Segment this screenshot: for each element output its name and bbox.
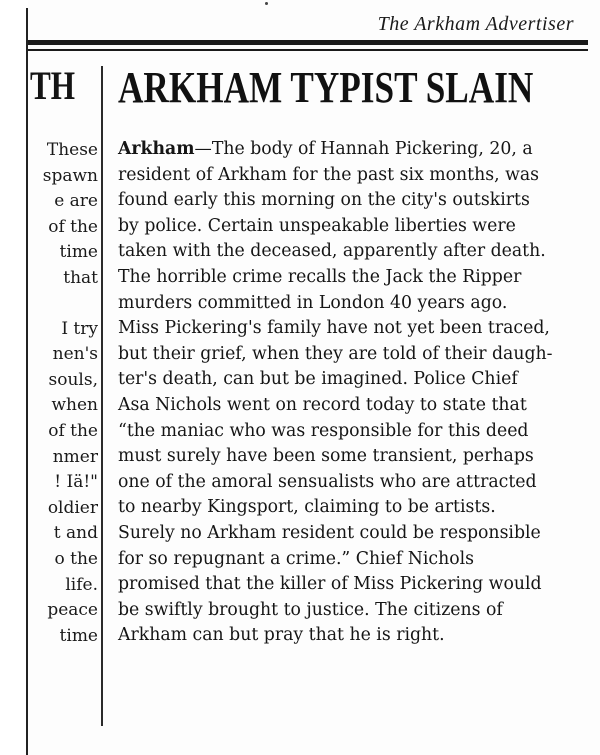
article-line: Asa Nichols went on record today to state that [118, 394, 527, 415]
left-column-line: o the [54, 548, 98, 569]
left-column-line: of the [48, 420, 98, 441]
left-column-line: These [46, 140, 98, 160]
left-column-line: when [51, 395, 98, 416]
left-column-line: that [63, 267, 98, 288]
left-column-line: time [59, 242, 98, 263]
masthead-rule-thin [28, 49, 588, 51]
article-line: promised that the killer of Miss Pickering would [118, 574, 542, 595]
article-headline: ARKHAM TYPIST SLAIN [118, 63, 534, 112]
left-column-text [30, 138, 98, 649]
article-line: for so repugnant a crime.” Chief Nichols [118, 548, 475, 569]
left-column-line: time [59, 625, 98, 646]
article-line: Arkham can but pray that he is right. [118, 625, 445, 646]
article-line: The horrible crime recalls the Jack the Ripper [118, 266, 522, 287]
clipping-left-edge [26, 8, 28, 755]
left-column-headline: TH [30, 63, 76, 108]
left-column-line: peace [47, 600, 98, 621]
article-line: Miss Pickering's family have not yet been traced, [118, 318, 550, 339]
left-column-line: spawn [42, 165, 98, 186]
article-line: found early this morning on the city's outskirts [118, 190, 530, 211]
article-line: taken with the deceased, apparently after death. [118, 241, 546, 262]
left-column-line: t and [53, 523, 98, 544]
left-column-line: nen's [52, 344, 98, 365]
article-line: one of the amoral sensualists who are attracted [118, 471, 537, 492]
article-line: by police. Certain unspeakable liberties were [118, 215, 516, 236]
masthead: The Arkham Advertiser [377, 13, 574, 35]
article-body [118, 137, 568, 649]
masthead-rule-thick [28, 40, 588, 45]
article-dateline: Arkham [118, 139, 195, 159]
left-column-line: life. [65, 574, 98, 595]
paragraph-gap [30, 292, 98, 317]
article-line: Surely no Arkham resident could be responsible [118, 522, 541, 543]
article-line: but their grief, when they are told of their daugh- [118, 343, 553, 364]
article-line [118, 137, 568, 163]
article-line: resident of Arkham for the past six months, was [118, 164, 540, 185]
left-column-line: I try [61, 318, 98, 339]
left-column-line: nmer [52, 446, 98, 467]
article-line: to nearby Kingsport, claiming to be artists. [118, 497, 496, 518]
article-line-text: —The body of Hannah Pickering, 20, a [194, 139, 533, 159]
left-column-line: ! Iä!" [54, 472, 98, 493]
left-column-line: oldier [47, 497, 98, 518]
article-line: must surely have been some transient, perhaps [118, 446, 534, 467]
article-line: be swiftly brought to justice. The citizens of [118, 599, 503, 620]
print-speck [265, 2, 268, 5]
left-column-line: e are [54, 191, 98, 212]
left-column-line: souls, [48, 369, 98, 390]
column-divider [101, 66, 103, 726]
left-column-line: of the [48, 216, 98, 237]
article-line: murders committed in London 40 years ago. [118, 292, 508, 313]
article-line: ter's death, can but be imagined. Police Chief [118, 369, 518, 390]
article-line: “the maniac who was responsible for this deed [118, 420, 529, 441]
